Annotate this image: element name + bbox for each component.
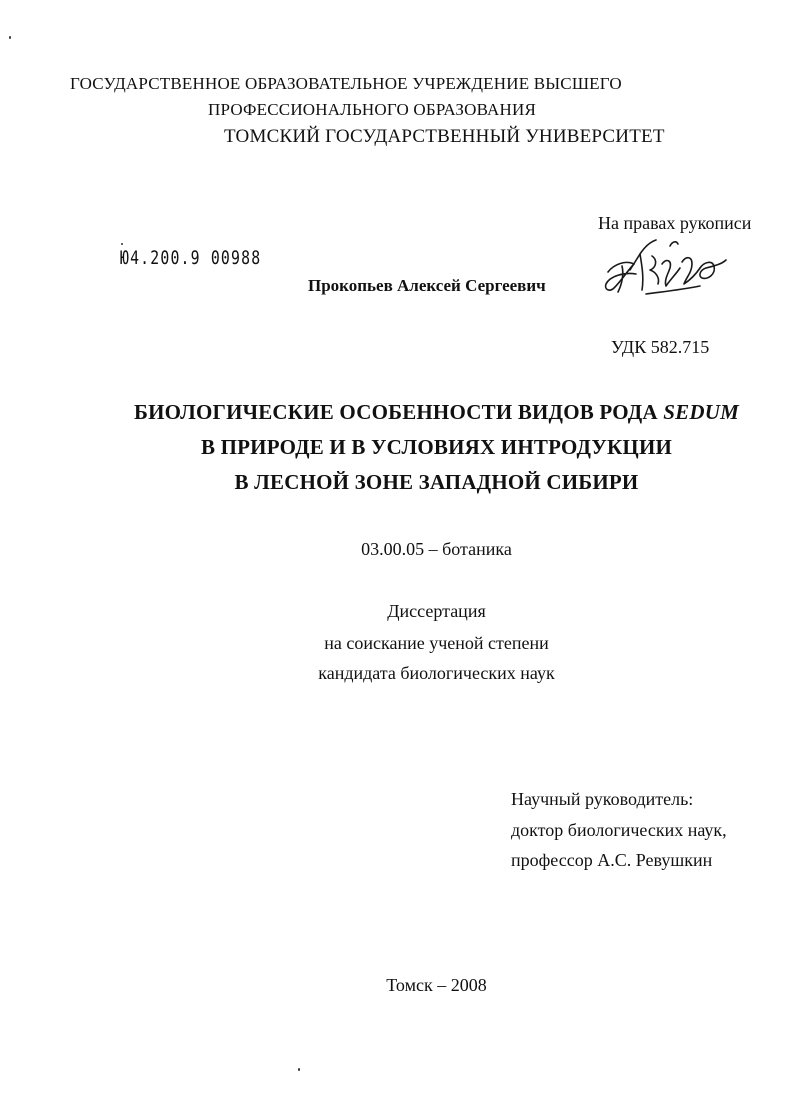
scan-speck: [9, 36, 11, 39]
genus-name: SEDUM: [663, 400, 739, 424]
udk-code: УДК 582.715: [611, 337, 710, 357]
thesis-title-line-1: [0, 400, 793, 425]
institution-line-1: ГОСУДАРСТВЕННОЕ ОБРАЗОВАТЕЛЬНОЕ УЧРЕЖДЕНИЕ ВЫСШЕГО: [70, 74, 622, 93]
scan-speck: [298, 1068, 300, 1071]
thesis-title-line-3: В ЛЕСНОЙ ЗОНЕ ЗАПАДНОЙ СИБИРИ: [234, 470, 639, 494]
university-name: ТОМСКИЙ ГОСУДАРСТВЕННЫЙ УНИВЕРСИТЕТ: [224, 126, 665, 147]
supervisor-label: Научный руководитель:: [511, 789, 694, 809]
scan-speck: [121, 243, 123, 245]
thesis-title-line-2: В ПРИРОДЕ И В УСЛОВИЯХ ИНТРОДУКЦИИ: [200, 435, 673, 459]
dissertation-degree-line-2: кандидата биологических наук: [318, 663, 555, 683]
supervisor-degree: доктор биологических наук,: [511, 820, 727, 840]
institution-line-2: ПРОФЕССИОНАЛЬНОГО ОБРАЗОВАНИЯ: [208, 100, 537, 119]
city-and-year: Томск – 2008: [386, 975, 487, 995]
registration-stamp: Ю4.200.9 00988: [120, 247, 262, 269]
manuscript-rights-note: На правах рукописи: [598, 213, 752, 233]
specialty-code: 03.00.05 – ботаника: [361, 539, 512, 559]
thesis-title-line-1-text: БИОЛОГИЧЕСКИЕ ОСОБЕННОСТИ ВИДОВ РОДА: [134, 400, 664, 424]
author-name: Прокопьев Алексей Сергеевич: [308, 276, 546, 295]
dissertation-degree-line-1: на соискание ученой степени: [324, 633, 549, 653]
dissertation-label: Диссертация: [387, 601, 486, 621]
supervisor-name: профессор А.С. Ревушкин: [511, 850, 713, 870]
signature-icon: [600, 234, 730, 304]
